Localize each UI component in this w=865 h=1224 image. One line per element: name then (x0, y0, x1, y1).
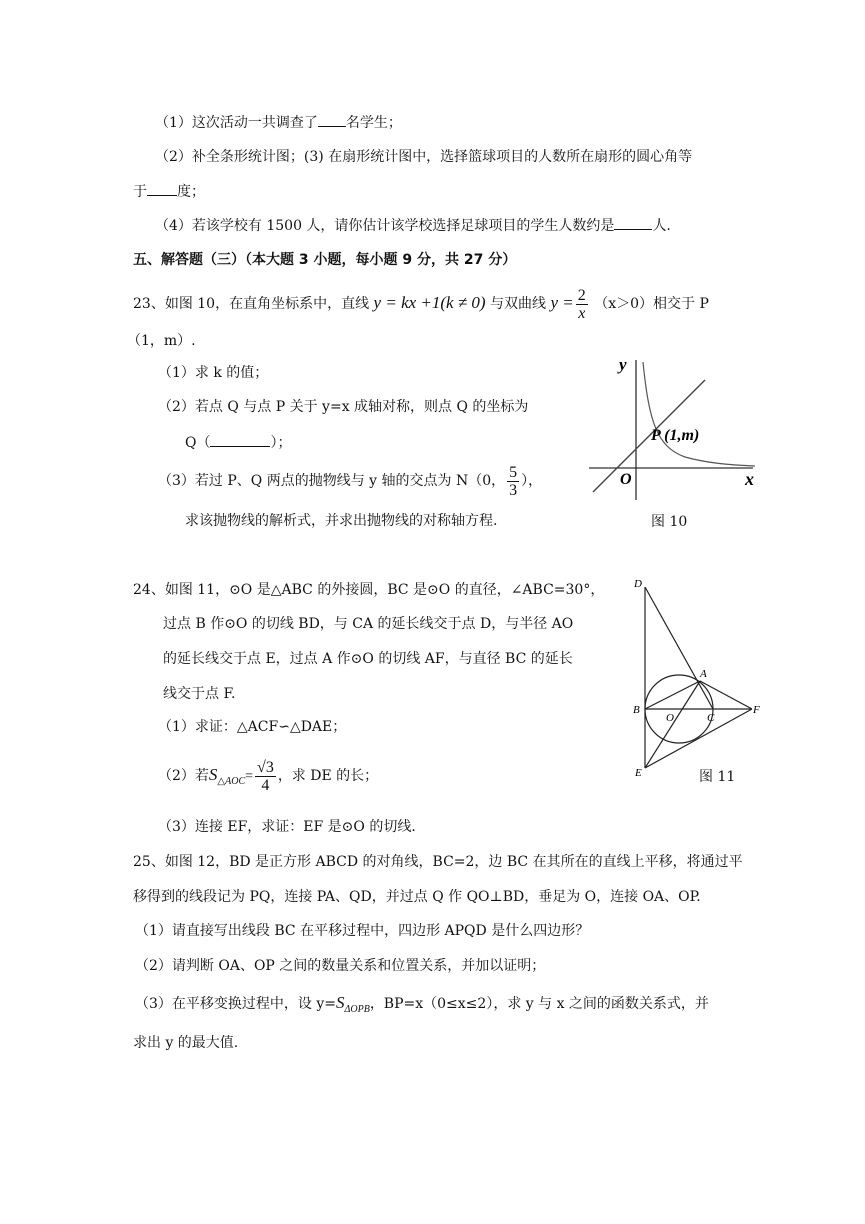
q24-stem-4: 线交于点 F. (163, 686, 236, 702)
q23-part3-cont: 求该抛物线的解析式，并求出抛物线的对称轴方程. (185, 513, 498, 529)
q22-part4 (155, 215, 671, 236)
q25-part2: （2）请判断 OA、OP 之间的数量关系和位置关系，并加以证明； (135, 958, 546, 974)
fraction-numerator: 5 (509, 463, 518, 481)
q22-part1-tail: 名学生； (345, 115, 402, 131)
q23-part2-cont-text: Q（ (185, 435, 211, 451)
answer-blank (147, 181, 177, 196)
q22-part1-text: （1）这次活动一共调查了 (155, 115, 318, 131)
q23-stem-text-3: （x＞0）相交于 P (594, 296, 709, 312)
answer-blank (210, 432, 270, 447)
area-subscript: △AOC (217, 775, 246, 787)
q22-part1 (155, 112, 402, 133)
hyperbola-curve (643, 362, 755, 466)
q22-part2: （2）补全条形统计图；(3) 在扇形统计图中，选择篮球项目的人数所在扇形的圆心角等 (155, 149, 693, 165)
y-axis-label: y (619, 355, 627, 374)
q23-curve-lhs: y = (550, 293, 574, 312)
line-ae (645, 681, 700, 768)
q22-part2-cont (133, 181, 205, 202)
q23-stem-text: 23、如图 10，在直角坐标系中，直线 (133, 296, 370, 312)
figure-10-caption: 图 10 (651, 514, 688, 530)
q23-stem-text-2: 与双曲线 (490, 296, 547, 312)
q25-stem-2: 移得到的线段记为 PQ，连接 PA、QD，并过点 Q 作 QO⊥BD，垂足为 O，连接 OA、OP. (133, 889, 701, 905)
fraction-numerator: 2 (577, 286, 586, 304)
answer-blank (614, 215, 652, 230)
area-symbol: S (208, 765, 218, 784)
q25-stem: 25、如图 12，BD 是正方形 ABCD 的对角线，BC=2，边 BC 在其所在的直线上平移，将通过平 (133, 854, 743, 870)
section-heading: 五、解答题（三）（本大题 3 小题，每小题 9 分，共 27 分） (133, 252, 517, 268)
q23-part3-tail: ）， (521, 473, 543, 489)
q23-part1: （1）求 k 的值； (158, 365, 269, 381)
q24-part2-text: （2）若 (158, 768, 209, 784)
x-axis-label: x (745, 469, 754, 489)
label-d: D (634, 578, 642, 590)
label-e: E (635, 767, 642, 778)
tangent-line-af (700, 681, 752, 709)
q25-part3 (135, 990, 709, 1016)
q23-part2-cont (185, 432, 291, 453)
q24-part2: （2）若$S_{\triangle AOC}=$ $\frac{√3}{4}$ ，求 DE 的长； (158, 758, 379, 794)
q24-stem-2: 过点 B 作⊙O 的切线 BD，与 CA 的延长线交于点 D，与半径 AO (163, 616, 574, 632)
label-f: F (753, 704, 760, 716)
point-p-label: P (1,m) (651, 427, 700, 444)
q24-part1: （1）求证：△ACF∽△DAE； (158, 719, 347, 735)
answer-blank (318, 112, 346, 127)
area-subscript: ΔOPB (344, 1003, 370, 1015)
figure-10 (585, 352, 765, 502)
figure-11-caption: 图 11 (699, 769, 736, 785)
q25-part3-text: （3）在平移变换过程中，设 y= (135, 996, 336, 1012)
fraction-numerator: √3 (257, 758, 274, 776)
fraction-denominator: 4 (255, 776, 276, 794)
q23-line-equation: y = kx +1 (373, 293, 441, 312)
figure-11 (628, 573, 768, 778)
q24-stem-3: 的延长线交于点 E，过点 A 作⊙O 的切线 AF，与直径 BC 的延长 (163, 651, 573, 667)
q23-part3-fraction (507, 464, 519, 499)
q23-curve-fraction (576, 287, 588, 322)
label-o: O (666, 712, 674, 724)
q25-part1: （1）请直接写出线段 BC 在平移过程中，四边形 APQD 是什么四边形？ (135, 923, 590, 939)
q25-part3-tail: ，BP=x（0≤x≤2），求 y 与 x 之间的函数关系式，并 (369, 996, 709, 1012)
q25-part3-cont: 求出 y 的最大值. (133, 1035, 239, 1051)
line-dc (645, 587, 713, 709)
q23-part3 (158, 458, 542, 504)
label-a: A (700, 668, 707, 680)
q24-part3: （3）连接 EF，求证：EF 是⊙O 的切线. (158, 819, 416, 835)
q23-condition: (k ≠ 0) (440, 293, 486, 312)
label-c: C (707, 712, 715, 724)
label-b: B (633, 704, 640, 716)
q23-part2-cont-tail: ）； (270, 435, 292, 451)
fraction-denominator: x (576, 304, 588, 322)
q24-part2-fraction (255, 759, 276, 794)
q23-part3-text: （3）若过 P、Q 两点的抛物线与 y 轴的交点为 N（0， (158, 473, 506, 489)
origin-label: O (620, 471, 632, 488)
area-symbol: S (336, 993, 345, 1012)
q22-part4-text: （4）若该学校有 1500 人，请你估计该学校选择足球项目的学生人数约是 (155, 218, 615, 234)
q23-part2: （2）若点 Q 与点 P 关于 y=x 成轴对称，则点 Q 的坐标为 (158, 399, 529, 415)
q24-stem: 24、如图 11，⊙O 是△ABC 的外接圆，BC 是⊙O 的直径，∠ABC=30°， (133, 582, 605, 598)
q22-part4-tail: 人. (652, 218, 671, 234)
q22-part2-cont-text: 于 (133, 184, 147, 200)
fraction-denominator: 3 (509, 481, 518, 499)
q24-part2-tail: ，求 DE 的长； (277, 768, 379, 784)
q22-part2-cont-tail: 度； (177, 184, 205, 200)
q23-stem-cont: （1，m）. (127, 333, 196, 349)
q23-stem (133, 283, 709, 323)
